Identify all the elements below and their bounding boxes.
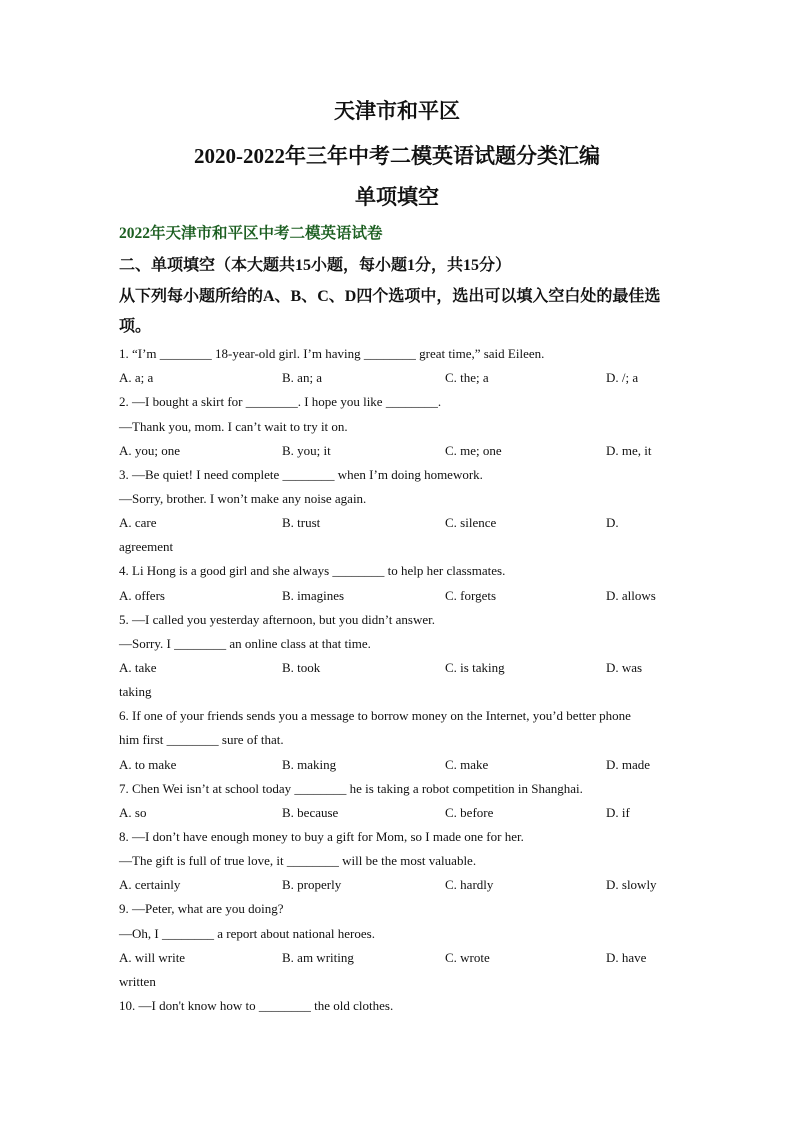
question-8-reply: —The gift is full of true love, it ________ will be the most valuable. [119, 853, 477, 868]
question-1-option-a: A. a; a [119, 370, 154, 385]
question-6-stem-cont: him first ________ sure of that. [119, 732, 284, 747]
section-title: 二、单项填空（本大题共15小题，每小题1分，共15分） [119, 257, 512, 274]
question-2-stem: 2. —I bought a skirt for ________. I hope you like ________. [119, 394, 442, 409]
question-6-option-d: D. made [606, 757, 651, 772]
exam-subheading: 2022年天津市和平区中考二模英语试卷 [119, 225, 383, 242]
question-7-option-a: A. so [119, 805, 147, 820]
question-2-option-c: C. me; one [445, 443, 502, 458]
question-6-option-b: B. making [282, 757, 337, 772]
question-3-reply: —Sorry, brother. I won’t make any noise again. [119, 491, 367, 506]
question-4-stem: 4. Li Hong is a good girl and she always ________ to help her classmates. [119, 563, 506, 578]
question-1-option-b: B. an; a [282, 370, 323, 385]
question-5-reply: —Sorry. I ________ an online class at that time. [119, 636, 371, 651]
question-2-reply: —Thank you, mom. I can’t wait to try it on. [119, 419, 348, 434]
question-8-option-a: A. certainly [119, 877, 181, 892]
question-5-option-d-wrap: taking [119, 684, 152, 699]
question-6-option-c: C. make [445, 757, 489, 772]
question-9-option-d-wrap: written [119, 974, 156, 989]
question-3-option-a: A. care [119, 515, 157, 530]
question-9-option-a: A. will write [119, 950, 186, 965]
question-8-option-c: C. hardly [445, 877, 494, 892]
question-8-option-d: D. slowly [606, 877, 657, 892]
question-4-option-a: A. offers [119, 588, 165, 603]
question-9-reply: —Oh, I ________ a report about national heroes. [119, 926, 375, 941]
question-7-option-b: B. because [282, 805, 339, 820]
instruction-line-1: 从下列每小题所给的A、B、C、D四个选项中，选出可以填入空白处的最佳选 [119, 288, 661, 305]
question-3-stem: 3. —Be quiet! I need complete ________ when I’m doing homework. [119, 467, 483, 482]
question-1-option-c: C. the; a [445, 370, 489, 385]
question-5-option-d: D. was [606, 660, 643, 675]
question-8-option-b: B. properly [282, 877, 342, 892]
question-10-stem: 10. —I don't know how to ________ the old clothes. [119, 998, 394, 1013]
question-5-option-c: C. is taking [445, 660, 505, 675]
question-9-option-b: B. am writing [282, 950, 354, 965]
question-3-option-b: B. trust [282, 515, 321, 530]
question-1-option-d: D. /; a [606, 370, 639, 385]
question-7-option-c: C. before [445, 805, 494, 820]
doc-title-main: 2020-2022年三年中考二模英语试题分类汇编 [194, 144, 600, 168]
doc-title-region: 天津市和平区 [334, 99, 460, 123]
instruction-line-2: 项。 [119, 318, 152, 335]
question-2-option-d: D. me, it [606, 443, 652, 458]
question-2-option-a: A. you; one [119, 443, 181, 458]
question-5-stem: 5. —I called you yesterday afternoon, but you didn’t answer. [119, 612, 436, 627]
question-8-stem: 8. —I don’t have enough money to buy a gift for Mom, so I made one for her. [119, 829, 524, 844]
question-3-option-c: C. silence [445, 515, 497, 530]
doc-title-topic: 单项填空 [355, 185, 439, 209]
question-7-stem: 7. Chen Wei isn’t at school today ________ he is taking a robot competition in Shanghai. [119, 781, 583, 796]
question-4-option-b: B. imagines [282, 588, 345, 603]
question-5-option-b: B. took [282, 660, 321, 675]
question-1-stem: 1. “I’m ________ 18-year-old girl. I’m having ________ great time,” said Eileen. [119, 346, 545, 361]
question-6-stem: 6. If one of your friends sends you a message to borrow money on the Internet, you’d better phone [119, 708, 631, 723]
question-4-option-d: D. allows [606, 588, 656, 603]
question-3-option-d-wrap: agreement [119, 539, 174, 554]
question-4-option-c: C. forgets [445, 588, 497, 603]
question-2-option-b: B. you; it [282, 443, 331, 458]
question-9-option-d: D. have [606, 950, 647, 965]
question-7-option-d: D. if [606, 805, 630, 820]
question-6-option-a: A. to make [119, 757, 177, 772]
question-3-option-d: D. [606, 515, 619, 530]
question-5-option-a: A. take [119, 660, 157, 675]
question-9-option-c: C. wrote [445, 950, 490, 965]
question-9-stem: 9. —Peter, what are you doing? [119, 901, 284, 916]
